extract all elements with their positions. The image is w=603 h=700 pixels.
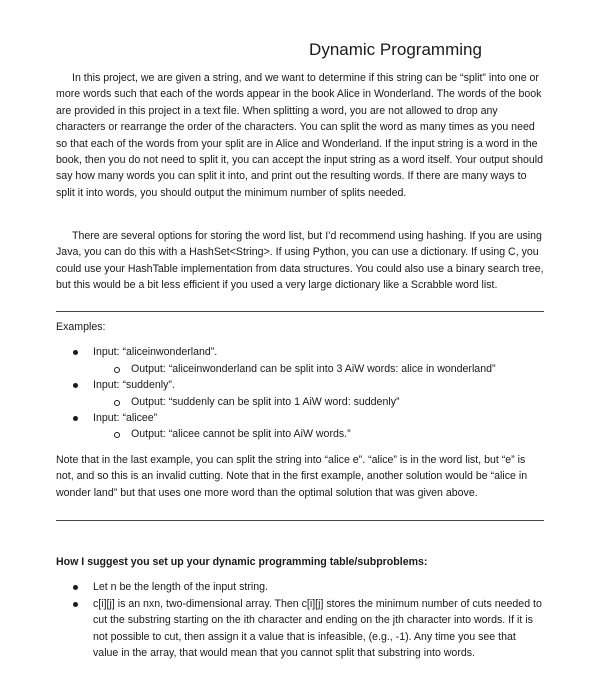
examples-section [56,319,544,501]
storage-paragraph: There are several options for storing the word list, but I’d recommend using hashing. If you are using Java, you can do this with a HashSet<String>. If using Python, you can use a dictionary. If using C, you could use your HashTable implementation from data structures. You could also use a binary search tree, but this would be a bit less efficient if you used a very large dictionary like a Scrabble word list. [56,230,544,292]
example-item [56,377,544,410]
example-output-list [93,426,544,442]
storage-section [56,228,544,294]
page-title: Dynamic Programming [309,40,482,59]
suggestion-item: c[i][j] is an nxn, two-dimensional array. Then c[i][j] stores the minimum number of cuts needed to cut the substring starting on the ith character and ending on the jth character into words. If it is not possible to cut, then assign it a value that is infeasible, (e.g., -1). Any time you see that value in the array, that would mean that you cannot split that substring into words. [56,596,544,662]
example-output: Output: “aliceinwonderland can be split into 3 AiW words: alice in wonderland” [93,361,544,377]
suggestion-heading: How I suggest you set up your dynamic programming table/subproblems: [56,556,428,568]
example-input: Input: “aliceinwonderland”. [93,346,218,359]
intro-paragraph: In this project, we are given a string, and we want to determine if this string can be “split” into one or more words such that each of the words appear in the book Alice in Wonderland. The words of the book are provided in this project in a text file. When splitting a word, you are not allowed to drop any characters or rearrange the order of the characters. You can split the word as many times as you need so that each of the words from your split are in Alice and Wonderland. If the input string is a word in the book, then you do not need to split it, you can accept the input string as a word itself. Your output should say how many words you can split it into, and print out the resulting words. If there are many ways to split it into words, you should output the minimum number of splits needed. [56,72,544,199]
suggestion-section [56,554,544,661]
example-output: Output: “alicee cannot be split into AiW words.” [93,426,544,442]
example-input: Input: “suddenly”. [93,379,175,392]
intro-section [56,70,544,201]
divider [56,520,544,521]
examples-heading: Examples: [56,321,106,333]
example-input: Input: “alicee” [93,412,158,425]
examples-list [56,344,544,442]
example-output-list [93,394,544,410]
example-item [56,344,544,377]
suggestion-item: Let n be the length of the input string. [56,579,544,595]
divider [56,311,544,312]
example-item [56,410,544,443]
example-output-list [93,361,544,377]
examples-note: Note that in the last example, you can split the string into “alice e”. “alice” is in the word list, but “e” is not, and so this is an invalid cutting. Note that in the first example, another solution would be “alice in wonder land” but that uses one more word than the optimal solution that was given above. [56,453,528,499]
suggestion-list [56,579,544,661]
example-output: Output: “suddenly can be split into 1 AiW word: suddenly” [93,394,544,410]
